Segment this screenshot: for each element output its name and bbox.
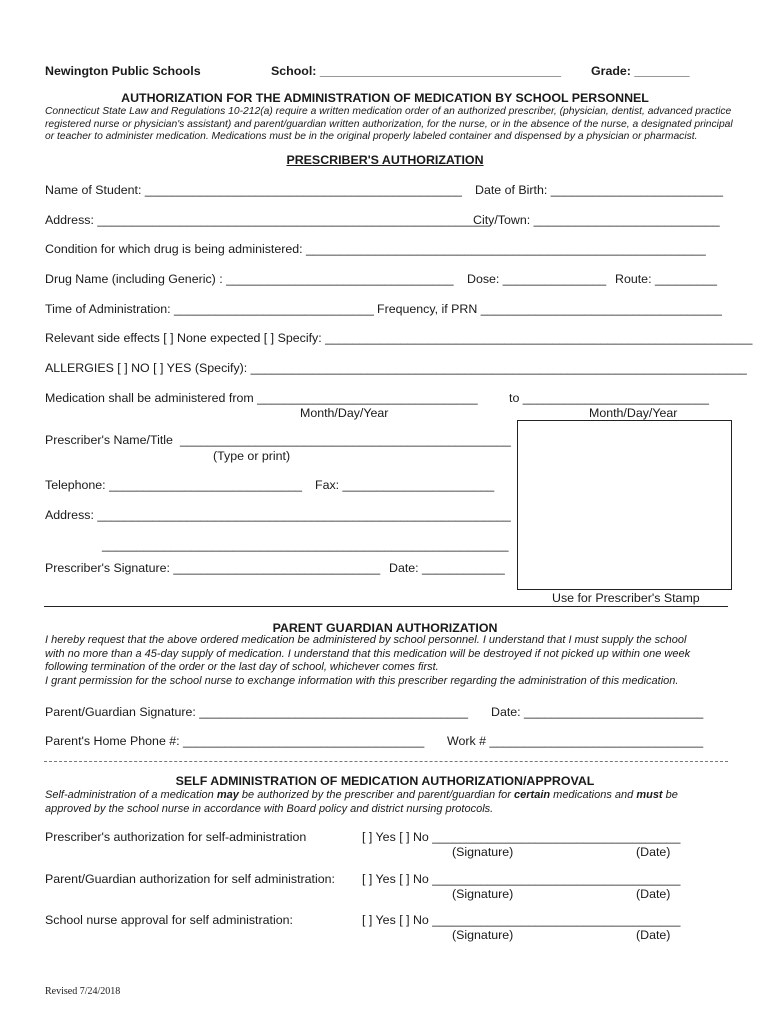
condition-field[interactable]: Condition for which drug is being administered: __________________________________________________________ bbox=[45, 242, 706, 256]
date-caption: (Date) bbox=[636, 887, 671, 901]
revised-date: Revised 7/24/2018 bbox=[45, 986, 121, 997]
self-admin-text: Self-administration of a medication may be authorized by the prescriber and parent/guardian for certain medications and must be approved by the school nurse in accordance with Board policy and district nursing protocols. bbox=[45, 789, 678, 815]
admin-to-field[interactable]: to ___________________________ bbox=[509, 391, 709, 405]
city-field[interactable]: City/Town: ___________________________ bbox=[473, 213, 720, 227]
admin-from-field[interactable]: Medication shall be administered from ________________________________ bbox=[45, 391, 478, 405]
self-admin-row-label: School nurse approval for self administration: bbox=[45, 913, 293, 927]
mdy-label-to: Month/Day/Year bbox=[589, 406, 678, 420]
prescriber-date-field[interactable]: Date: ____________ bbox=[389, 561, 505, 575]
telephone-field[interactable]: Telephone: ____________________________ bbox=[45, 478, 303, 492]
prescriber-address-field[interactable]: Address: ____________________________________________________________ bbox=[45, 508, 511, 522]
mdy-label-from: Month/Day/Year bbox=[300, 406, 389, 420]
parent-date-field[interactable]: Date: __________________________ bbox=[491, 705, 704, 719]
allergies-field[interactable]: ALLERGIES [ ] NO [ ] YES (Specify): ________________________________________________________________________ bbox=[45, 361, 747, 375]
route-field[interactable]: Route: _________ bbox=[615, 272, 717, 286]
address-field[interactable]: Address: _________________________________________________________ bbox=[45, 213, 491, 227]
work-phone-field[interactable]: Work # _______________________________ bbox=[447, 734, 704, 748]
parent-text: I hereby request that the above ordered medication be administered by school personnel. I understand that I must supply the school with no more than a 45-day supply of medication. I understand that this medication will be destroyed if not picked up within one week following termination of the order or the last day of school, whichever comes first. I grant permission for the school nurse to exchange information with this prescriber regarding the administration of this medication. bbox=[45, 634, 691, 687]
school-field[interactable]: School: ___________________________________ bbox=[271, 64, 562, 78]
self-admin-row-yesno[interactable]: [ ] Yes [ ] No ____________________________________ bbox=[362, 830, 681, 844]
prescriber-name-label: Prescriber's Name/Title bbox=[45, 433, 173, 447]
type-or-print-label: (Type or print) bbox=[213, 449, 291, 463]
prescriber-stamp-box[interactable] bbox=[517, 420, 732, 590]
drug-name-field[interactable]: Drug Name (including Generic) : _________________________________ bbox=[45, 272, 454, 286]
dob-field[interactable]: Date of Birth: _________________________ bbox=[475, 183, 724, 197]
org-name: Newington Public Schools bbox=[45, 64, 201, 78]
prescriber-address-line2[interactable]: ___________________________________________________________ bbox=[102, 538, 509, 552]
prescriber-signature-field[interactable]: Prescriber's Signature: ______________________________ bbox=[45, 561, 381, 575]
self-admin-row-yesno[interactable]: [ ] Yes [ ] No ____________________________________ bbox=[362, 872, 681, 886]
stamp-label: Use for Prescriber's Stamp bbox=[552, 591, 700, 605]
intro-text: Connecticut State Law and Regulations 10-212(a) require a written medication order of an authorized prescriber, (physician, dentist, advanced practice registered nurse or physician's assistant) and parent/guardian written authorization, for the nurse, or in the absence of the nurse, a designated principal or teacher to administer medication. Medications must be in the original properly labeled container and dispensed by a physician or pharmacist. bbox=[45, 106, 733, 143]
signature-caption: (Signature) bbox=[452, 887, 514, 901]
side-effects-field[interactable]: Relevant side effects [ ] None expected [ ] Specify: ______________________________________________________________ bbox=[45, 331, 753, 345]
student-name-field[interactable]: Name of Student: ______________________________________________ bbox=[45, 183, 462, 197]
grade-field[interactable]: Grade: ________ bbox=[591, 64, 690, 78]
self-admin-row-yesno[interactable]: [ ] Yes [ ] No ____________________________________ bbox=[362, 913, 681, 927]
date-caption: (Date) bbox=[636, 845, 671, 859]
parent-signature-field[interactable]: Parent/Guardian Signature: _______________________________________ bbox=[45, 705, 469, 719]
section-divider-dashed bbox=[44, 761, 728, 762]
time-field[interactable]: Time of Administration: _____________________________ bbox=[45, 302, 374, 316]
self-admin-row-label: Parent/Guardian authorization for self administration: bbox=[45, 872, 335, 886]
home-phone-field[interactable]: Parent's Home Phone #: ___________________________________ bbox=[45, 734, 425, 748]
date-caption: (Date) bbox=[636, 928, 671, 942]
self-admin-heading: SELF ADMINISTRATION OF MEDICATION AUTHORIZATION/APPROVAL bbox=[175, 774, 595, 788]
prescriber-heading: PRESCRIBER'S AUTHORIZATION bbox=[286, 153, 484, 167]
form-title: AUTHORIZATION FOR THE ADMINISTRATION OF MEDICATION BY SCHOOL PERSONNEL bbox=[121, 91, 649, 105]
dose-field[interactable]: Dose: _______________ bbox=[467, 272, 607, 286]
signature-caption: (Signature) bbox=[452, 928, 514, 942]
parent-heading: PARENT GUARDIAN AUTHORIZATION bbox=[272, 621, 498, 635]
self-admin-row-label: Prescriber's authorization for self-administration bbox=[45, 830, 307, 844]
frequency-field[interactable]: Frequency, if PRN ___________________________________ bbox=[377, 302, 722, 316]
fax-field[interactable]: Fax: ______________________ bbox=[315, 478, 495, 492]
section-divider bbox=[44, 606, 728, 607]
signature-caption: (Signature) bbox=[452, 845, 514, 859]
prescriber-name-field[interactable]: ________________________________________________ bbox=[180, 433, 511, 447]
